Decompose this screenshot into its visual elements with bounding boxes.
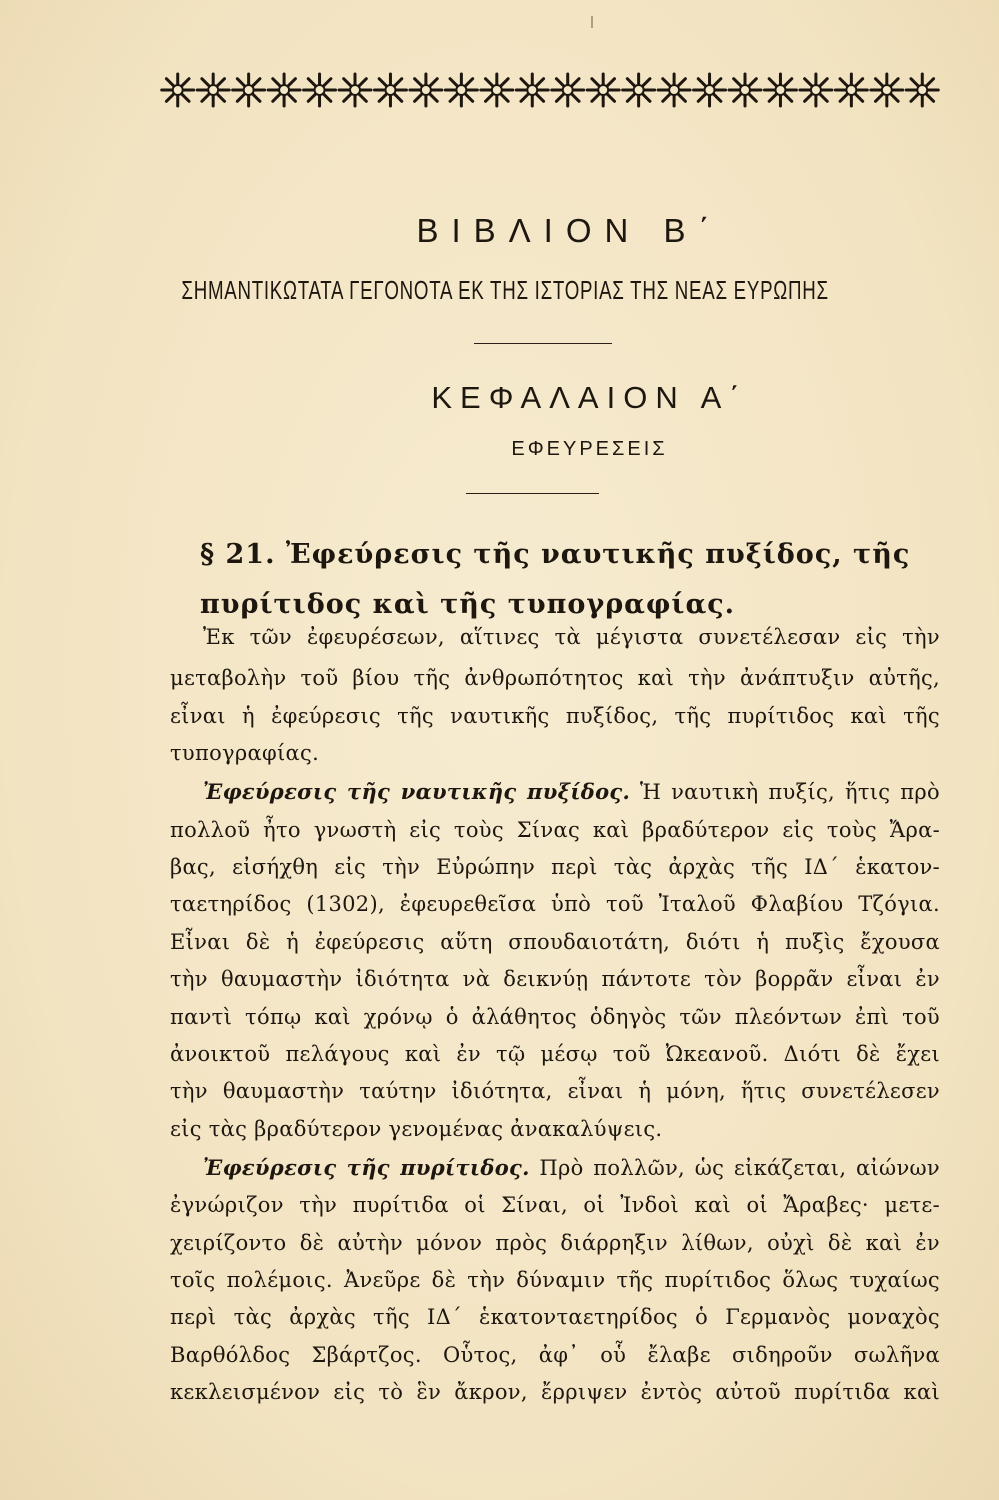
text-line: κεκλεισμένον εἰς τὸ ἓν ἄκρον, ἔρριψεν ἐντὸς αὐτοῦ πυρίτιδα καὶ <box>170 1380 940 1404</box>
ornament-border-icon <box>160 68 940 112</box>
text-line: τὴν θαυμαστὴν ταύτην ἰδιότητα, εἶναι ἡ μόνη, ἥτις συνετέλεσεν <box>170 1079 940 1103</box>
text-line: τυπογραφίας. <box>170 741 320 765</box>
flower-icon <box>481 74 513 106</box>
flower-icon <box>304 74 336 106</box>
flower-icon <box>694 74 726 106</box>
flower-icon <box>339 74 371 106</box>
flower-icon <box>197 74 229 106</box>
text-line: τὴν θαυμαστὴν ἰδιότητα νὰ δεικνύῃ πάντοτε τὸν βορρᾶν εἶναι ἐν <box>170 967 940 991</box>
flower-icon <box>233 74 265 106</box>
flower-icon <box>800 74 832 106</box>
divider <box>474 343 612 344</box>
text-line: Ἐκ τῶν ἐφευρέσεων, αἵτινες τὰ μέγιστα συνετέλεσαν εἰς τὴν <box>203 625 940 649</box>
text-line <box>170 1152 940 1184</box>
text-fragment: Ἡ ναυτικὴ πυξίς, ἥτις πρὸ <box>630 780 940 804</box>
section-title-line: πυρίτιδος καὶ τῆς τυπογραφίας. <box>200 589 736 620</box>
flower-icon <box>162 74 194 106</box>
flower-icon <box>410 74 442 106</box>
text-line: παντὶ τόπῳ καὶ χρόνῳ ὁ ἀλάθητος ὁδηγὸς τῶν πλεόντων ἐπὶ τοῦ <box>170 1005 940 1029</box>
flower-icon <box>658 74 690 106</box>
text-line: περὶ τὰς ἀρχὰς τῆς ΙΔ΄ ἑκατονταετηρίδος ὁ Γερμανὸς μοναχὸς <box>170 1305 940 1329</box>
text-line: χειρίζοντο δὲ αὐτὴν μόνον πρὸς διάρρηξιν λίθων, οὐχὶ δὲ καὶ ἐν <box>170 1231 940 1255</box>
text-line <box>170 776 940 808</box>
book-title: ΒΙΒΛΙΟΝ Β΄ <box>416 212 723 249</box>
paragraph-lead: Ἐφεύρεσις τῆς ναυτικῆς πυξίδος. <box>203 779 631 804</box>
text-line: πολλοῦ ἦτο γνωστὴ εἰς τοὺς Σίνας καὶ βραδύτερον εἰς τοὺς Ἄρα- <box>170 818 940 842</box>
text-fragment: Πρὸ πολλῶν, ὡς εἰκάζεται, αἰώνων <box>529 1156 940 1180</box>
section-title-line: § 21. Ἐφεύρεσις τῆς ναυτικῆς πυξίδος, τῆς <box>200 539 911 570</box>
divider <box>466 493 599 494</box>
page-mark <box>591 16 593 28</box>
text-line: Εἶναι δὲ ἡ ἐφεύρεσις αὕτη σπουδαιοτάτη, διότι ἡ πυξὶς ἔχουσα <box>170 930 940 954</box>
flower-icon <box>516 74 548 106</box>
chapter-title: ΚΕΦΑΛΑΙΟΝ Α΄ <box>431 380 748 415</box>
text-line: μεταβολὴν τοῦ βίου τῆς ἀνθρωπότητος καὶ τὴν ἀνάπτυξιν αὐτῆς, <box>170 666 940 690</box>
text-line: ταετηρίδος (1302), ἐφευρεθεῖσα ὑπὸ τοῦ Ἰταλοῦ Φλαβίου Τζόγια. <box>170 892 940 916</box>
text-line: Βαρθόλδος Σβάρτζος. Οὗτος, ἀφ᾽ οὗ ἔλαβε σιδηροῦν σωλῆνα <box>170 1343 940 1367</box>
text-line: ἐγνώριζον τὴν πυρίτιδα οἱ Σίναι, οἱ Ἰνδοὶ καὶ οἱ Ἄραβες· μετε- <box>170 1193 940 1217</box>
book-subtitle: ΣΗΜΑΝΤΙΚΩΤΑΤΑ ΓΕΓΟΝΟΤΑ ΕΚ ΤΗΣ ΙΣΤΟΡΙΑΣ ΤΗΣ ΝΕΑΣ ΕΥΡΩΠΗΣ <box>181 275 829 305</box>
flower-icon <box>729 74 761 106</box>
flower-icon <box>871 74 903 106</box>
text-line: εἶναι ἡ ἐφεύρεσις τῆς ναυτικῆς πυξίδος, τῆς πυρίτιδος καὶ τῆς <box>170 704 940 728</box>
text-line: εἰς τὰς βραδύτερον γενομένας ἀνακαλύψεις. <box>170 1117 663 1141</box>
flower-icon <box>906 74 938 106</box>
flower-icon <box>445 74 477 106</box>
paragraph-lead: Ἐφεύρεσις τῆς πυρίτιδος. <box>203 1155 530 1180</box>
flower-icon <box>623 74 655 106</box>
flower-icon <box>835 74 867 106</box>
section-title <box>200 530 940 630</box>
flower-icon <box>764 74 796 106</box>
flower-icon <box>587 74 619 106</box>
flower-icon <box>268 74 300 106</box>
text-line: ἀνοικτοῦ πελάγους καὶ ἐν τῷ μέσῳ τοῦ Ὠκεανοῦ. Διότι δὲ ἔχει <box>170 1042 940 1066</box>
text-line: βας, εἰσήχθη εἰς τὴν Εὐρώπην περὶ τὰς ἀρχὰς τῆς ΙΔ΄ ἑκατον- <box>170 855 940 879</box>
flower-icon <box>552 74 584 106</box>
flower-icon <box>374 74 406 106</box>
text-line: τοῖς πολέμοις. Ἀνεῦρε δὲ τὴν δύναμιν τῆς πυρίτιδος ὅλως τυχαίως <box>170 1268 940 1292</box>
chapter-subtitle: ΕΦΕΥΡΕΣΕΙΣ <box>511 438 668 460</box>
